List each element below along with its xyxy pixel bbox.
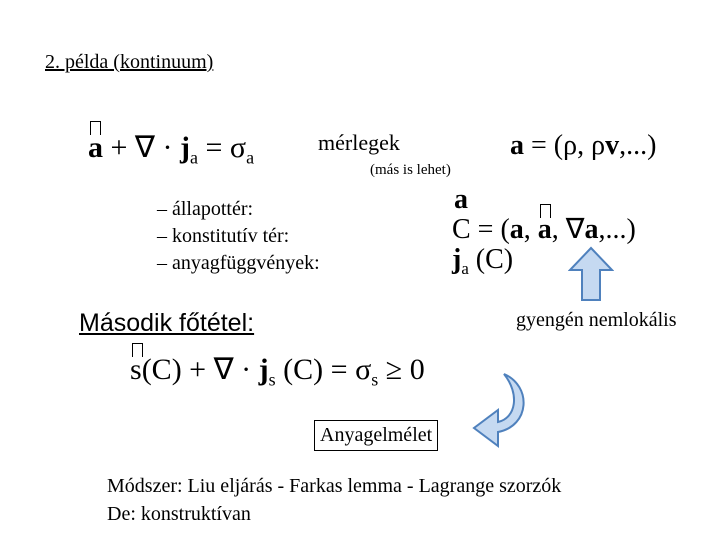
curved-arrow-icon (470, 372, 530, 450)
weakly-nonlocal-label: gyengén nemlokális (516, 309, 677, 331)
method-line: Módszer: Liu eljárás - Farkas lemma - Lagrange szorzók (107, 475, 562, 497)
list-item: – anyagfüggvények: (157, 252, 320, 274)
balance-label: mérlegek (318, 130, 400, 155)
method-text (107, 472, 561, 528)
method-line: De: konstruktívan (107, 503, 251, 525)
up-arrow-icon (568, 246, 614, 302)
definition-list (157, 196, 320, 277)
material-function: $j_a$ (C) (452, 244, 514, 278)
alternative-note: (más is lehet) (370, 162, 451, 178)
material-theory-box: Anyagelmélet (314, 420, 438, 451)
entropy-inequality: s(C) + ∇ · $j_s$ $(C) = \sigma_s \ge 0$ (130, 352, 425, 390)
state-space-symbol: a (454, 184, 468, 215)
second-law-heading: Második főtétel: (79, 309, 255, 337)
list-item: – állapottér: (157, 198, 254, 220)
balance-equation: a + ∇ · $j_a = \sigma_a$ (88, 130, 254, 168)
constitutive-space-equation: C = (a, a, ∇a,...) (452, 212, 636, 246)
page-title: 2. példa (kontinuum) (45, 51, 214, 73)
list-item: – konstitutív tér: (157, 225, 290, 247)
state-vector-equation: a = (ρ, ρv,...) (510, 130, 657, 161)
